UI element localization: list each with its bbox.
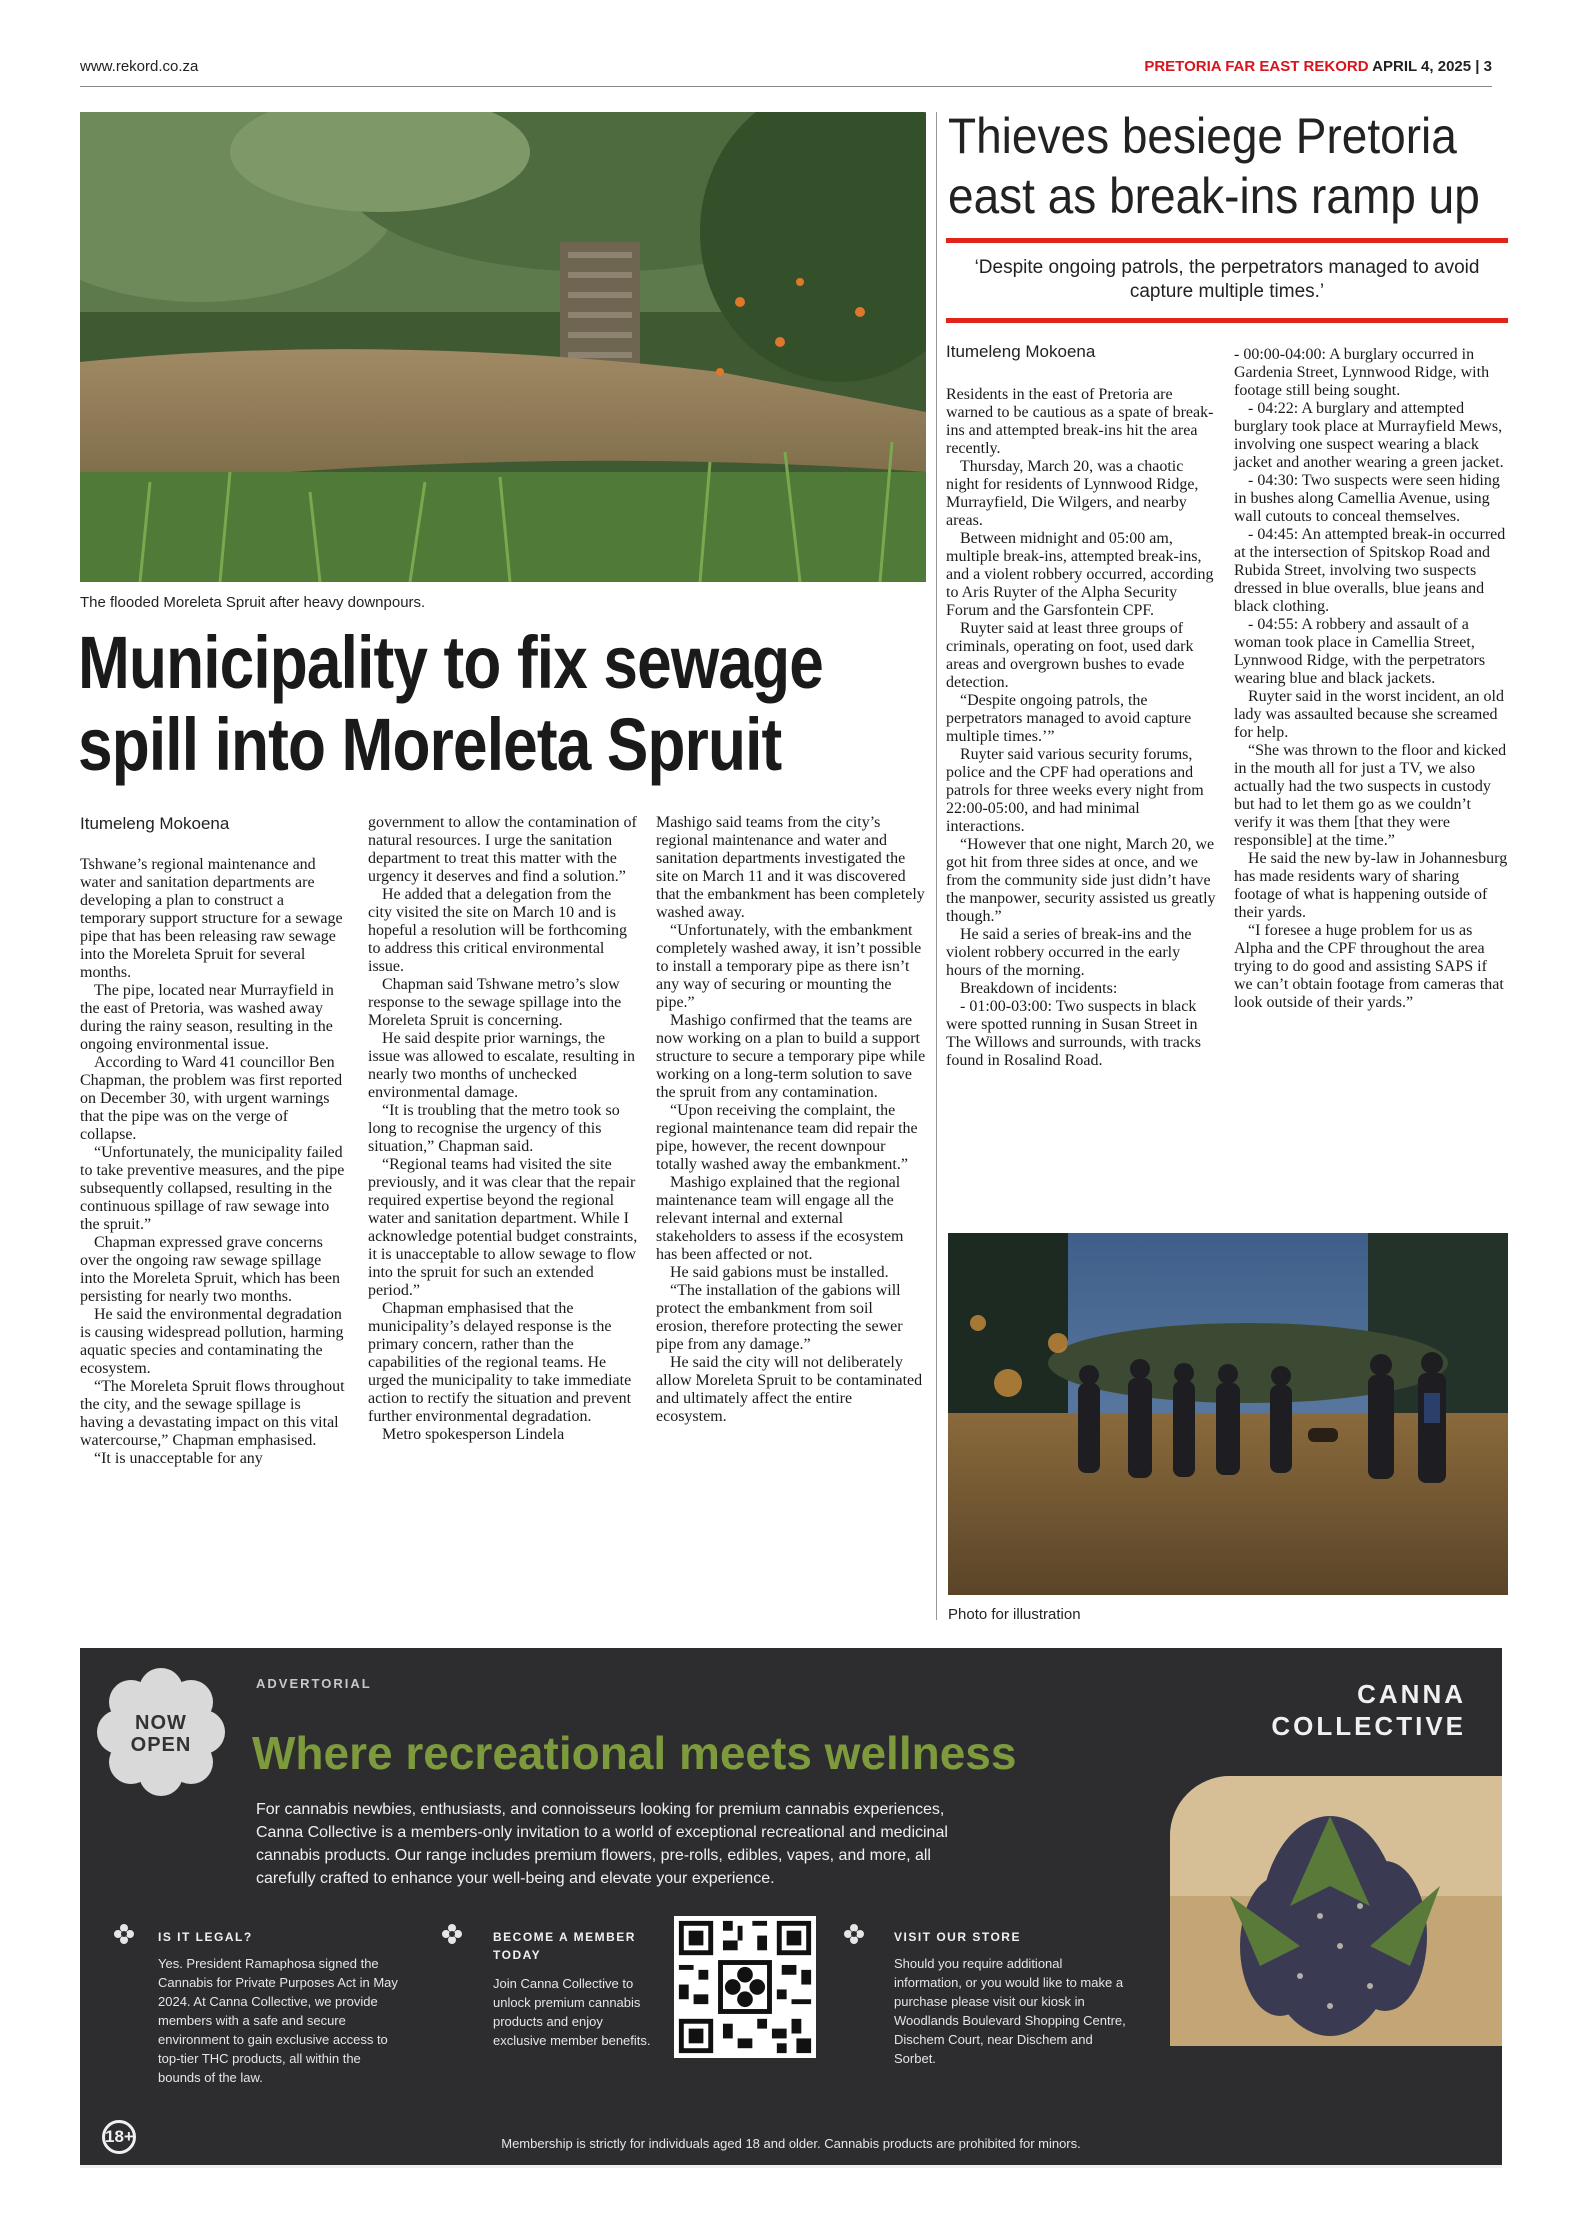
headline-thieves [948,106,1480,226]
paragraph: Chapman expressed grave concerns over the ongoing raw sewage spillage into the Moreleta Spruit, which has been persisting for nearly two months. [80,1234,340,1305]
site-url: www.rekord.co.za [80,58,199,75]
section-text: Join Canna Collective to unlock premium cannabis products and enjoy exclusive member benefits. [493,1976,651,2048]
paragraph: Mashigo explained that the regional maintenance team will engage all the relevant internal and external stakeholders to assess if the ecosystem has been affected or not. [656,1174,904,1263]
byline-sewage: Itumeleng Mokoena [80,814,230,833]
spruit-photo [80,112,926,582]
brand-line: COLLECTIVE [1271,1711,1466,1741]
pullquote: ‘Despite ongoing patrols, the perpetrators managed to avoid capture multiple times.’ [974,257,1480,302]
photo-caption-patrol: Photo for illustration [948,1606,1081,1623]
byline-thieves: Itumeleng Mokoena [946,342,1096,361]
paragraph: “Despite ongoing patrols, the perpetrators managed to avoid capture multiple times.’” [946,692,1192,745]
paragraph: He said the new by-law in Johannesburg has made residents wary of sharing footage of what is happening outside of their yards. [1234,850,1508,921]
age-restriction-badge: 18+ [102,2120,136,2154]
paragraph: “Regional teams had visited the site previously, and it was clear that the repair required expertise beyond the regional water and sanitation department. While I acknowledge potential budget constraints, it is unacceptable to allow sewage to flow into the spruit for such an extended period.” [368,1156,638,1299]
now-open-text [96,1712,226,1756]
headline-line: spill into Moreleta Spruit [78,703,782,786]
paragraph: “I foresee a huge problem for us as Alpha and the CPF throughout the area trying to do good and assisting SAPS if we can’t obtain footage from cameras that look outside of their yards.” [1234,922,1504,1011]
publication-name: PRETORIA FAR EAST REKORD [1144,58,1369,75]
section-text: Yes. President Ramaphosa signed the Cannabis for Private Purposes Act in May 2024. At Canna Collective, we provide members with a safe and secure environment to gain exclusive access to top-tier THC products, all within the bounds of the law. [158,1956,398,2085]
header-rule [80,86,1492,87]
canna-collective-logo [1271,1678,1466,1742]
headline-sewage [78,621,823,786]
brand-line: CANNA [1357,1679,1466,1709]
article-column [368,814,638,1444]
paragraph: He said the city will not deliberately allow Moreleta Spruit to be contaminated and ultimately affect the entire ecosystem. [656,1354,923,1425]
advert-title: Where recreational meets wellness [252,1727,1017,1779]
column-divider [936,112,937,1620]
paragraph: “Unfortunately, the municipality failed to take preventive measures, and the pipe subsequently collapsed, resulting in the continuous spillage of raw sewage into the spruit.” [80,1144,345,1233]
flower-icon [442,1924,462,1944]
paragraph: - 04:30: Two suspects were seen hiding in bushes along Camellia Avenue, using wall cutouts to conceal themselves. [1234,472,1500,525]
paragraph: Between midnight and 05:00 am, multiple break-ins, attempted break-ins, and a violent robbery occurred, according to Aris Ruyter of the Alpha Security Forum and the Garsfontein CPF. [946,530,1214,619]
paragraph: government to allow the contamination of natural resources. I urge the sanitation department to treat this matter with the urgency it deserves and find a solution.” [368,814,637,885]
pullquote-rule-bottom [946,318,1508,323]
paragraph: Chapman emphasised that the municipality’s delayed response is the primary concern, rather than the capabilities of the regional teams. He urged the municipality to take immediate action to rectify the situation and prevent further environmental degradation. [368,1300,632,1425]
paragraph: Thursday, March 20, was a chaotic night for residents of Lynnwood Ridge, Murrayfield, Die Wilgers, and nearby areas. [946,458,1199,529]
paragraph: - 01:00-03:00: Two suspects in black were spotted running in Susan Street in The Willows and surrounds, with tracks found in Rosalind Road. [946,998,1202,1069]
paragraph: He said the environmental degradation is causing widespread pollution, harming aquatic species and contaminating the ecosystem. [80,1306,344,1377]
paragraph: He said despite prior warnings, the issue was allowed to escalate, resulting in nearly two months of unchecked environmental damage. [368,1030,636,1101]
cannabis-flower-photo [1170,1776,1502,2046]
advertorial-block [80,1648,1502,2168]
qr-code-icon[interactable] [674,1916,816,2058]
paragraph: According to Ward 41 councillor Ben Chapman, the problem was first reported on December 30, with urgent warnings that the pipe was on the verge of collapse. [80,1054,343,1143]
paragraph: “It is troubling that the metro took so long to recognise the urgency of this situation,” Chapman said. [368,1102,620,1155]
photo-caption-spruit: The flooded Moreleta Spruit after heavy downpours. [80,594,426,611]
header-separator: | [1475,58,1480,75]
section-heading: IS IT LEGAL? [158,1930,253,1944]
headline-line: Municipality to fix sewage [78,621,823,704]
paragraph: Breakdown of incidents: [960,980,1118,997]
masthead-info [1144,58,1492,75]
badge-line: OPEN [130,1734,192,1756]
paragraph: Ruyter said in the worst incident, an old lady was assaulted because she screamed for help. [1234,688,1504,741]
paragraph: “It is unacceptable for any [94,1450,263,1467]
paragraph: - 00:00-04:00: A burglary occurred in Gardenia Street, Lynnwood Ridge, with footage still being sought. [1234,346,1490,399]
paragraph: He said a series of break-ins and the violent robbery occurred in the early hours of the morning. [946,926,1192,979]
section-text: Should you require additional information, or you would like to make a purchase please visit our kiosk in Woodlands Boulevard Shopping Centre, Dischem Court, near Dischem and Sorbet. [894,1956,1126,2066]
advert-body: For cannabis newbies, enthusiasts, and connoisseurs looking for premium cannabis experiences, Canna Collective is a members-only invitation to a world of exceptional recreational and medicinal cannabis products. Our range includes premium flowers, pre-rolls, edibles, vapes, and more, all carefully crafted to enhance your well-being and elevate your experience. [256,1801,948,1887]
paragraph: “Upon receiving the complaint, the regional maintenance team did repair the pipe, however, the recent downpour totally washed away the embankment.” [656,1102,918,1173]
advertorial-label: ADVERTORIAL [256,1676,372,1691]
paragraph: The pipe, located near Murrayfield in the east of Pretoria, was washed away during the rainy season, resulting in the ongoing environmental issue. [80,982,334,1053]
paragraph: “She was thrown to the floor and kicked in the mouth all for just a TV, we also actually had the two suspects in custody but had to let them go as we couldn’t verify it was them [that they were responsible] at the time.” [1234,742,1507,849]
paragraph: Mashigo confirmed that the teams are now working on a plan to build a support structure to secure a temporary pipe while working on a long-term solution to save the spruit from any contamination. [656,1012,926,1101]
paragraph: - 04:22: A burglary and attempted burglary took place at Murrayfield Mews, involving one suspect wearing a black jacket and another wearing a green jacket. [1234,400,1504,471]
article-column [80,856,346,1468]
headline-line: east as break-ins ramp up [948,168,1480,224]
paragraph: Mashigo said teams from the city’s regional maintenance and water and sanitation departments investigated the site on March 11 and it was discovered that the embankment has been completely washed away. [656,814,925,921]
paragraph: “However that one night, March 20, we got hit from three sides at once, and we from the community side just didn’t have the manpower, security assisted us greatly though.” [946,836,1216,925]
paragraph: Metro spokesperson Lindela [382,1426,565,1443]
paragraph: “The installation of the gabions will protect the embankment from soil erosion, therefore protecting the sewer pipe from any damage.” [656,1282,903,1353]
paragraph: - 04:55: A robbery and assault of a woman took place in Camellia Street, Lynnwood Ridge, with the perpetrators wearing blue and black jackets. [1234,616,1486,687]
paragraph: “The Moreleta Spruit flows throughout the city, and the sewage spillage is having a devastating impact on this vital watercourse,” Chapman emphasised. [80,1378,345,1449]
article-column [1234,346,1508,1012]
age-disclaimer: Membership is strictly for individuals aged 18 and older. Cannabis products are prohibited for minors. [501,2136,1081,2151]
section-heading: VISIT OUR STORE [894,1930,1021,1944]
badge-line: NOW [135,1712,187,1734]
paragraph: Ruyter said at least three groups of criminals, operating on foot, used dark areas and overgrown bushes to evade detection. [946,620,1194,691]
paragraph: Chapman said Tshwane metro’s slow response to the sewage spillage into the Moreleta Spruit is concerning. [368,976,622,1029]
pullquote-rule-top [946,238,1508,243]
flower-icon [844,1924,864,1944]
paragraph: Ruyter said various security forums, police and the CPF had operations and patrols for three weeks every night from 22:00-05:00, and had minimal interactions. [946,746,1204,835]
issue-date: APRIL 4, 2025 [1372,58,1472,75]
paragraph: Tshwane’s regional maintenance and water and sanitation departments are developing a plan to construct a temporary support structure for a sewage pipe that has been releasing raw sewage into the Moreleta Spruit for several months. [80,856,343,981]
paragraph: He added that a delegation from the city visited the site on March 10 and is hopeful a resolution will be forthcoming to address this critical environmental issue. [368,886,628,975]
paragraph: “Unfortunately, with the embankment completely washed away, it isn’t possible to install a temporary pipe as there isn’t any way of securing or mounting the pipe.” [656,922,922,1011]
paragraph: He said gabions must be installed. [670,1264,889,1281]
paragraph: - 04:45: An attempted break-in occurred at the intersection of Spitskop Road and Rubida Street, involving two suspects dressed in blue overalls, blue jeans and black clothing. [1234,526,1506,615]
article-column [946,386,1216,1070]
patrol-photo [948,1233,1508,1595]
paragraph: Residents in the east of Pretoria are warned to be cautious as a spate of break-ins and attempted break-ins hit the area recently. [946,386,1214,457]
headline-line: Thieves besiege Pretoria [948,108,1457,164]
section-heading: BECOME A MEMBER TODAY [493,1930,636,1962]
article-column [656,814,926,1426]
flower-icon [114,1924,134,1944]
page-number: 3 [1483,58,1492,75]
